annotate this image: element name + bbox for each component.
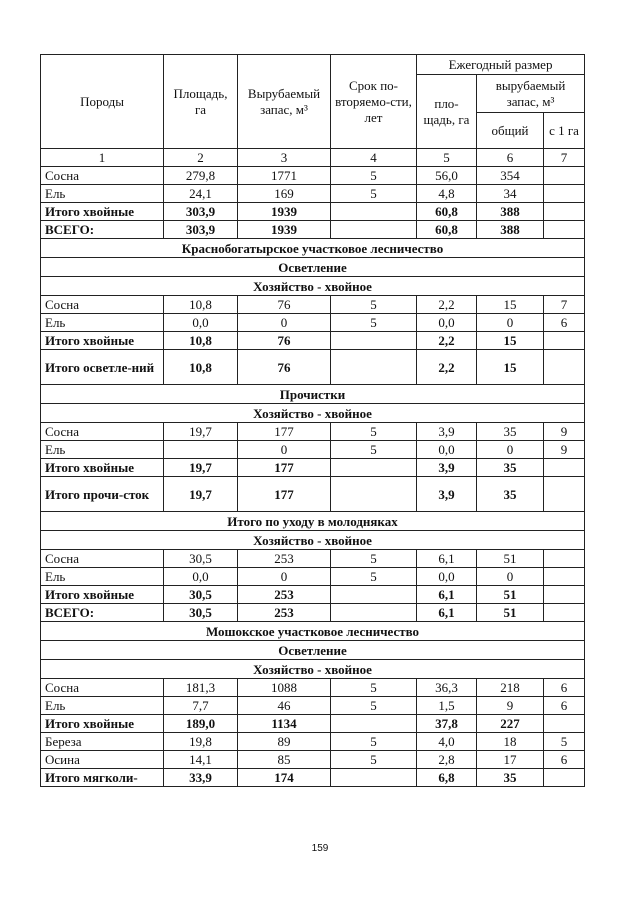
section-row (41, 404, 585, 423)
cell-species: Сосна (41, 550, 164, 568)
cell-per-ha: 5 (544, 733, 585, 751)
section-row (41, 512, 585, 531)
section-title: Прочистки (41, 385, 585, 404)
cell-annual-area: 3,9 (417, 459, 477, 477)
cell-per-ha: 6 (544, 751, 585, 769)
cell-stock: 174 (238, 769, 331, 787)
cell-period: 5 (331, 314, 417, 332)
col-num: 4 (331, 149, 417, 167)
cell-per-ha: 7 (544, 296, 585, 314)
section-title: Мошокское участковое лесничество (41, 622, 585, 641)
cell-area: 279,8 (164, 167, 238, 185)
cell-area: 0,0 (164, 568, 238, 586)
cell-annual-stock: 15 (477, 332, 544, 350)
cell-annual-stock: 218 (477, 679, 544, 697)
cell-stock: 253 (238, 604, 331, 622)
cell-stock: 0 (238, 568, 331, 586)
cell-species: Итого хвойные (41, 459, 164, 477)
cell-area: 10,8 (164, 296, 238, 314)
cell-annual-stock: 34 (477, 185, 544, 203)
cell-annual-stock: 0 (477, 314, 544, 332)
cell-species: Ель (41, 568, 164, 586)
cell-area: 181,3 (164, 679, 238, 697)
cell-annual-area: 56,0 (417, 167, 477, 185)
cell-annual-area: 0,0 (417, 568, 477, 586)
cell-area: 19,7 (164, 459, 238, 477)
cell-annual-stock: 388 (477, 203, 544, 221)
table-row (41, 314, 585, 332)
cell-stock: 85 (238, 751, 331, 769)
section-title: Хозяйство - хвойное (41, 660, 585, 679)
header-period: Срок по-вторяемо-сти, лет (331, 55, 417, 149)
cell-annual-area: 2,2 (417, 332, 477, 350)
section-title: Хозяйство - хвойное (41, 277, 585, 296)
cell-area: 303,9 (164, 221, 238, 239)
cell-stock: 253 (238, 550, 331, 568)
header-total: общий (477, 113, 544, 149)
cell-stock: 76 (238, 296, 331, 314)
section-row (41, 277, 585, 296)
table-row (41, 332, 585, 350)
cell-annual-area: 2,2 (417, 350, 477, 385)
cell-per-ha (544, 586, 585, 604)
header-stock: Вырубаемый запас, м³ (238, 55, 331, 149)
cell-species: ВСЕГО: (41, 221, 164, 239)
cell-area (164, 441, 238, 459)
cell-annual-stock: 51 (477, 604, 544, 622)
cell-per-ha: 9 (544, 441, 585, 459)
cell-annual-area: 1,5 (417, 697, 477, 715)
cell-annual-stock: 17 (477, 751, 544, 769)
table-row (41, 604, 585, 622)
cell-stock: 177 (238, 459, 331, 477)
cell-annual-area: 60,8 (417, 221, 477, 239)
cell-species: Ель (41, 697, 164, 715)
section-row (41, 660, 585, 679)
cell-annual-area: 0,0 (417, 314, 477, 332)
table-row (41, 167, 585, 185)
table-row (41, 550, 585, 568)
cell-species: ВСЕГО: (41, 604, 164, 622)
table-header (41, 55, 585, 167)
section-row (41, 531, 585, 550)
section-row (41, 239, 585, 258)
cell-annual-area: 6,8 (417, 769, 477, 787)
cell-species: Итого осветле-ний (41, 350, 164, 385)
section-title: Хозяйство - хвойное (41, 531, 585, 550)
cell-period (331, 477, 417, 512)
col-num: 7 (544, 149, 585, 167)
col-num: 1 (41, 149, 164, 167)
header-annual-area: пло-щадь, га (417, 75, 477, 149)
cell-annual-area: 3,9 (417, 477, 477, 512)
cell-period: 5 (331, 679, 417, 697)
cell-area: 30,5 (164, 586, 238, 604)
cell-per-ha (544, 604, 585, 622)
section-row (41, 622, 585, 641)
cell-area: 33,9 (164, 769, 238, 787)
cell-species: Ель (41, 185, 164, 203)
cell-species: Итого хвойные (41, 586, 164, 604)
table-row (41, 459, 585, 477)
header-per-ha: с 1 га (544, 113, 585, 149)
cell-species: Осина (41, 751, 164, 769)
cell-annual-stock: 51 (477, 586, 544, 604)
cell-stock: 46 (238, 697, 331, 715)
table-row (41, 586, 585, 604)
cell-annual-stock: 0 (477, 568, 544, 586)
table-row (41, 751, 585, 769)
cell-stock: 177 (238, 423, 331, 441)
cell-period: 5 (331, 423, 417, 441)
table-row (41, 715, 585, 733)
cell-annual-area: 6,1 (417, 550, 477, 568)
cell-species: Итого хвойные (41, 715, 164, 733)
table-row (41, 203, 585, 221)
cell-per-ha (544, 715, 585, 733)
cell-per-ha: 6 (544, 314, 585, 332)
cell-per-ha (544, 203, 585, 221)
cell-period (331, 604, 417, 622)
cell-annual-stock: 35 (477, 459, 544, 477)
table-row (41, 679, 585, 697)
cell-species: Итого хвойные (41, 203, 164, 221)
cell-species: Итого хвойные (41, 332, 164, 350)
cell-stock: 89 (238, 733, 331, 751)
section-title: Хозяйство - хвойное (41, 404, 585, 423)
cell-period (331, 221, 417, 239)
cell-annual-area: 6,1 (417, 604, 477, 622)
table-row (41, 296, 585, 314)
col-num: 3 (238, 149, 331, 167)
cell-period: 5 (331, 441, 417, 459)
cell-per-ha: 9 (544, 423, 585, 441)
cell-area: 10,8 (164, 332, 238, 350)
cell-annual-stock: 35 (477, 423, 544, 441)
cell-period: 5 (331, 167, 417, 185)
cell-per-ha: 6 (544, 697, 585, 715)
cell-area: 303,9 (164, 203, 238, 221)
col-num: 2 (164, 149, 238, 167)
cell-period: 5 (331, 568, 417, 586)
cell-area: 7,7 (164, 697, 238, 715)
section-row (41, 385, 585, 404)
cell-stock: 76 (238, 350, 331, 385)
header-annual: Ежегодный размер (417, 55, 585, 75)
cell-annual-stock: 18 (477, 733, 544, 751)
cell-per-ha: 6 (544, 679, 585, 697)
cell-species: Сосна (41, 679, 164, 697)
cell-species: Сосна (41, 423, 164, 441)
cell-annual-area: 3,9 (417, 423, 477, 441)
cell-area: 14,1 (164, 751, 238, 769)
cell-species: Итого прочи-сток (41, 477, 164, 512)
table-row (41, 350, 585, 385)
cell-stock: 169 (238, 185, 331, 203)
cell-period (331, 586, 417, 604)
cell-annual-area: 2,8 (417, 751, 477, 769)
header-species: Породы (41, 55, 164, 149)
cell-species: Сосна (41, 296, 164, 314)
cell-species: Ель (41, 441, 164, 459)
cell-period (331, 459, 417, 477)
cell-area: 30,5 (164, 604, 238, 622)
cell-stock: 1088 (238, 679, 331, 697)
cell-period: 5 (331, 296, 417, 314)
cell-area: 24,1 (164, 185, 238, 203)
section-title: Осветление (41, 258, 585, 277)
cell-period: 5 (331, 550, 417, 568)
cell-stock: 1771 (238, 167, 331, 185)
cell-area: 19,8 (164, 733, 238, 751)
cell-annual-stock: 15 (477, 350, 544, 385)
table-row (41, 185, 585, 203)
cell-stock: 0 (238, 441, 331, 459)
cell-species: Сосна (41, 167, 164, 185)
table-row (41, 697, 585, 715)
cell-annual-area: 4,8 (417, 185, 477, 203)
cell-species: Ель (41, 314, 164, 332)
cell-species: Итого мягколи- (41, 769, 164, 787)
table-row (41, 221, 585, 239)
cell-annual-area: 4,0 (417, 733, 477, 751)
cell-per-ha (544, 350, 585, 385)
cell-annual-stock: 0 (477, 441, 544, 459)
cell-period (331, 715, 417, 733)
cell-period: 5 (331, 185, 417, 203)
cell-per-ha (544, 221, 585, 239)
cell-per-ha (544, 477, 585, 512)
cell-period: 5 (331, 697, 417, 715)
cell-per-ha (544, 167, 585, 185)
cell-annual-area: 36,3 (417, 679, 477, 697)
cell-annual-stock: 227 (477, 715, 544, 733)
cell-annual-area: 37,8 (417, 715, 477, 733)
header-area: Площадь, га (164, 55, 238, 149)
page-number: 159 (311, 843, 329, 854)
cell-annual-area: 2,2 (417, 296, 477, 314)
cell-annual-stock: 9 (477, 697, 544, 715)
section-row (41, 258, 585, 277)
cell-per-ha (544, 332, 585, 350)
cell-annual-stock: 51 (477, 550, 544, 568)
cell-period (331, 203, 417, 221)
section-title: Краснобогатырское участковое лесничество (41, 239, 585, 258)
cell-annual-stock: 354 (477, 167, 544, 185)
cell-annual-stock: 35 (477, 477, 544, 512)
cell-per-ha (544, 568, 585, 586)
cell-area: 30,5 (164, 550, 238, 568)
table-row (41, 733, 585, 751)
col-num: 6 (477, 149, 544, 167)
table-row (41, 769, 585, 787)
cell-annual-stock: 388 (477, 221, 544, 239)
col-num: 5 (417, 149, 477, 167)
cell-stock: 0 (238, 314, 331, 332)
cell-period: 5 (331, 751, 417, 769)
cell-annual-area: 0,0 (417, 441, 477, 459)
cell-stock: 253 (238, 586, 331, 604)
section-row (41, 641, 585, 660)
cell-annual-stock: 15 (477, 296, 544, 314)
table-body (41, 167, 585, 787)
cell-per-ha (544, 769, 585, 787)
cell-area: 0,0 (164, 314, 238, 332)
cell-annual-stock: 35 (477, 769, 544, 787)
table-row (41, 477, 585, 512)
cell-stock: 1939 (238, 221, 331, 239)
cell-stock: 76 (238, 332, 331, 350)
cell-period (331, 350, 417, 385)
cell-per-ha (544, 459, 585, 477)
cell-stock: 1134 (238, 715, 331, 733)
cell-per-ha (544, 185, 585, 203)
forest-table (40, 54, 585, 787)
cell-period: 5 (331, 733, 417, 751)
cell-period (331, 332, 417, 350)
cell-stock: 1939 (238, 203, 331, 221)
section-title: Итого по уходу в молодняках (41, 512, 585, 531)
cell-area: 189,0 (164, 715, 238, 733)
cell-annual-area: 6,1 (417, 586, 477, 604)
table-row (41, 568, 585, 586)
section-title: Осветление (41, 641, 585, 660)
cell-area: 19,7 (164, 423, 238, 441)
table-row (41, 423, 585, 441)
cell-period (331, 769, 417, 787)
table-row (41, 441, 585, 459)
cell-species: Береза (41, 733, 164, 751)
cell-area: 10,8 (164, 350, 238, 385)
cell-annual-area: 60,8 (417, 203, 477, 221)
cell-stock: 177 (238, 477, 331, 512)
header-annual-stock: вырубаемый запас, м³ (477, 75, 585, 113)
cell-area: 19,7 (164, 477, 238, 512)
cell-per-ha (544, 550, 585, 568)
